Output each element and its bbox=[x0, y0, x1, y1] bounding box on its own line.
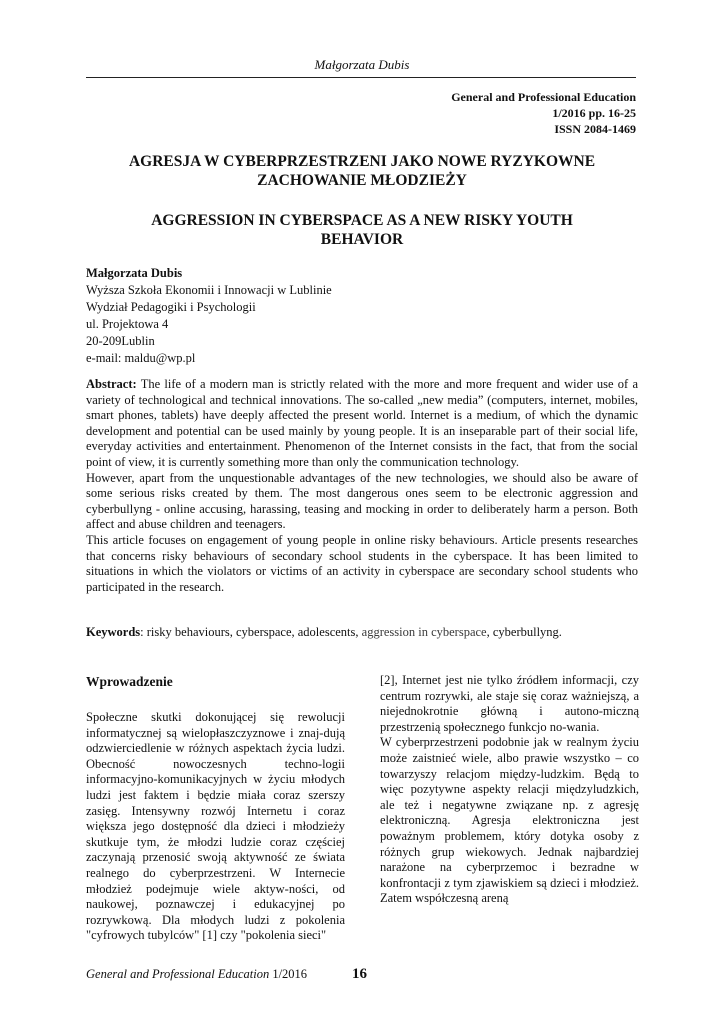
journal-info bbox=[451, 89, 636, 137]
abstract bbox=[86, 377, 638, 595]
abstract-text: The life of a modern man is strictly related with the more and more frequent and wider use of a variety of technological and technical innovations. The so-called „new media” (computers, internet, mobiles, smart phones, tablets) have deeply affected the present world. Internet is a medium, of which the dynamic development and potential can be used mainly by young people. It is an inseparable part of their social life, everyday activities and entertainment. Phenomenon of the Internet consists in the fact, that from the social point of view, it is currently something more than only the communication technology. bbox=[86, 377, 638, 469]
author-block bbox=[86, 265, 636, 367]
affiliation-line: Wydział Pedagogiki i Psychologii bbox=[86, 300, 256, 314]
running-head-author: Małgorzata Dubis bbox=[314, 57, 410, 72]
page-footer bbox=[86, 967, 307, 982]
abstract-paragraph bbox=[86, 377, 638, 471]
affiliation-line: Wyższa Szkoła Ekonomii i Innowacji w Lublinie bbox=[86, 283, 332, 297]
title-english bbox=[86, 211, 638, 249]
footer-issue: 1/2016 bbox=[269, 967, 308, 981]
section-heading: Wprowadzenie bbox=[86, 674, 173, 689]
intro-left-column bbox=[86, 673, 345, 944]
keywords-text: : risky behaviours, cyberspace, adolescents, bbox=[140, 625, 362, 639]
keywords-text-end: , cyberbullyng. bbox=[486, 625, 562, 639]
keywords-label: Keywords bbox=[86, 625, 141, 639]
journal-issn: ISSN 2084-1469 bbox=[554, 122, 636, 136]
body-paragraph: [2], Internet jest nie tylko źródłem informacji, czy centrum rozrywki, ale staje się coraz ważniejszą, a niejednokrotnie główną i autono-miczną przestrzenią społecznego funkcjo no-wania. bbox=[380, 673, 639, 734]
abstract-paragraph: However, apart from the unquestionable advantages of the new technologies, we should also be aware of some serious risks created by them. The most dangerous ones seem to be electronic aggression and cyberbullyng - online accusing, harassing, teasing and mocking in order to deliberately harm a person. Both affect and abuse children and teenagers. bbox=[86, 470, 638, 532]
header-rule bbox=[86, 77, 636, 78]
title-polish-line-2: ZACHOWANIE MŁODZIEŻY bbox=[257, 172, 467, 189]
abstract-paragraph: This article focuses on engagement of young people in online risky behaviours. Article presents researches that concerns risky behaviours of secondary school students in the cyberspace. It has been limited to situations in which the violators or victims of an activity in cyberspace are secondary school students who participated in the research. bbox=[86, 532, 638, 594]
journal-issue: 1/2016 pp. 16-25 bbox=[552, 106, 636, 120]
footer-journal-name: General and Professional Education bbox=[86, 967, 270, 981]
title-english-line-1: AGGRESSION IN CYBERSPACE AS A NEW RISKY YOUTH bbox=[151, 212, 573, 229]
title-polish-line-1: AGRESJA W CYBERPRZESTRZENI JAKO NOWE RYZYKOWNE bbox=[128, 153, 596, 170]
page-number: 16 bbox=[352, 966, 367, 982]
author-name: Małgorzata Dubis bbox=[86, 266, 183, 280]
abstract-label: Abstract: bbox=[86, 377, 137, 391]
keywords bbox=[86, 624, 638, 640]
intro-right-column bbox=[380, 673, 639, 907]
journal-name: General and Professional Education bbox=[451, 90, 636, 104]
affiliation-line: 20-209Lublin bbox=[86, 334, 155, 348]
body-paragraph: Społeczne skutki dokonującej się rewolucji informatycznej są wielopłaszczyznowe i znaj-dują odzwierciedlenie w różnych aspektach życia ludzi. Obecność nowoczesnych techno-logii informacyjno-komunikacyjnych w życiu młodych ludzi jest faktem i będzie miała coraz szerszy zasięg. Intensywny rozwój Internetu i coraz większa jego dostępność dla dzieci i młodzieży skutkuje tym, że młodzi ludzie coraz częściej zaczynają przenosić swoją aktywność ze świata realnego do cyberprzestrzeni. W Internecie młodzież podejmuje wiele aktyw-ności, od naukowej, poznawczej i edukacyjnej po rozrywkową. Dla młodych ludzi z pokolenia "cyfrowych tubylców" [1] czy "pokolenia sieci" bbox=[86, 710, 345, 943]
keywords-highlight: aggression in cyberspace bbox=[361, 625, 487, 639]
affiliation-line: ul. Projektowa 4 bbox=[86, 317, 169, 331]
title-english-line-2: BEHAVIOR bbox=[320, 231, 404, 248]
author-email: e-mail: maldu@wp.pl bbox=[86, 351, 196, 365]
title-polish bbox=[86, 152, 638, 190]
body-paragraph: W cyberprzestrzeni podobnie jak w realnym życiu może zaistnieć wiele, albo prawie wszystko – co towarzyszy relacjom między-ludzkim. Będą to więc pozytywne aspekty relacji międzyludzkich, ale też i negatywne związane np. z agresję elektroniczną. Agresja elektroniczna jest poważnym problemem, który dotyka osoby z różnych grup wiekowych. Jednak najbardziej narażone na cyberprzemoc i bezradne w konfrontacji z tym zjawiskiem są dzieci i młodzież. Zatem współczesną areną bbox=[380, 735, 639, 906]
